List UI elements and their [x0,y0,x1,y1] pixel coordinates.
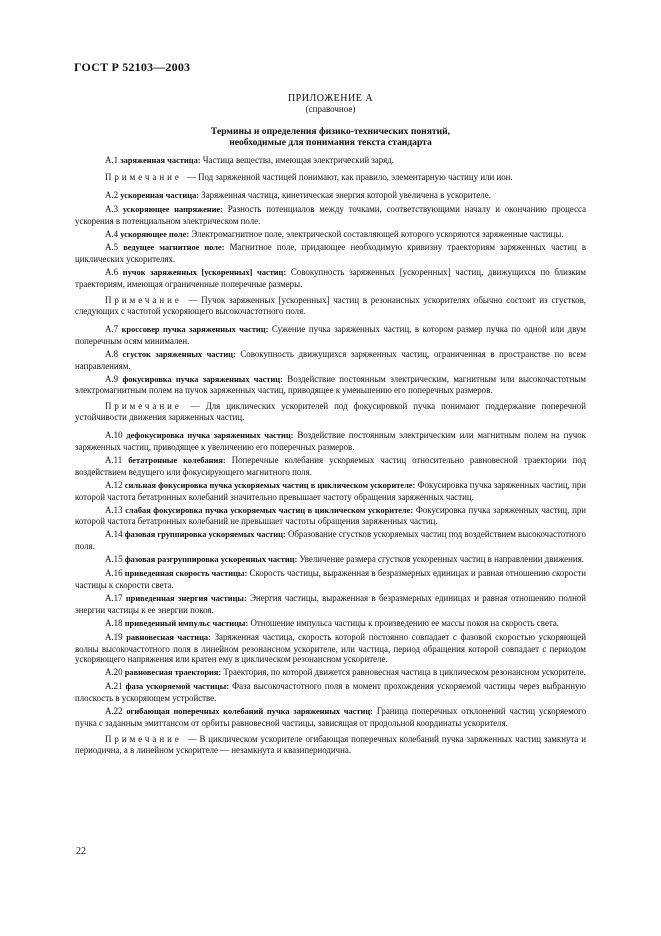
definition-paragraph [75,568,586,591]
definition-text: Частица вещества, имеющая электрический заряд. [202,155,394,165]
note-label: Примечание [105,295,189,306]
definition-text: Заряженная частица, скорость которой постоянно совпадает с фазовой скоростью ускоряющей волны высокочастотного поля в линейном резонансном ускорителе, или частица, период обращения которой совпадает с периодом ускоряющего напряжения или кратен ему в циклическом резонансном ускорителе. [75,631,586,665]
definition-paragraph [75,554,586,566]
definition-term: сильная фокусировка пучка ускоряемых частиц в циклическом ускорителе: [124,480,416,490]
note-text: — Под заряженной частицей понимают, как правило, элементарную частицу или ион. [187,171,513,182]
definition-text: Увеличение размера сгустков ускоренных частиц в направлении движения. [299,554,584,565]
definition-number: А.3 [105,203,119,214]
definition-number: А.6 [105,267,119,278]
note-label: Примечание [105,171,187,182]
definition-paragraph [75,632,586,666]
definition-paragraph [75,229,586,241]
appendix-heading-line-1: Термины и определения физико-технических понятий, [210,126,451,137]
definition-paragraph [75,242,586,265]
definition-text: Граница поперечных отклонений частиц ускоряемого пучка с заданным эмиттансом от орбиты равновесной частицы, зависящая от продольной координаты ускорителя. [75,706,587,728]
definition-text: Магнитное поле, придающее необходимую кривизну траекториям заряженных частиц в циклических ускорителях. [75,242,587,265]
definition-term: равновесная частица: [126,632,211,642]
definition-number: А.18 [105,617,123,628]
definition-paragraph [75,190,586,202]
definition-text: Фокусировка пучка заряженных частиц, при которой частота бетатронных колебаний не превышает частоты обращения заряженных частиц. [75,504,587,527]
definition-paragraph [75,324,586,347]
note-text: — Пучок заряженных [ускоренных] частиц в резонансных ускорителях обычно состоит из сгустков, следующих с частотой ускоряющего высокочастотного поля. [75,295,586,316]
definition-number: А.7 [105,323,119,334]
definition-paragraph [75,480,586,503]
definition-term: равновесная траектория: [124,668,222,678]
definition-number: А.22 [105,706,123,717]
definition-paragraph [75,618,586,630]
definition-paragraph [75,667,586,679]
definition-term: приведенная скорость частицы: [124,569,248,579]
definition-text: Заряженная частица, кинетическая энергия которой увеличена в ускорителе. [201,189,491,200]
document-code: ГОСТ Р 52103—2003 [74,60,191,74]
definition-term: сгусток заряженных частиц: [122,349,236,359]
note-label: Примечание [105,401,191,412]
definition-number: А.20 [105,667,123,678]
definition-text: Образование сгустков ускоряемых частиц под воздействием высокочастотного поля. [75,529,586,552]
definition-text: Энергия частицы, выраженная в безразмерных единицах и равная отношению полной энергии частицы к ее энергии покоя. [75,592,587,615]
definition-paragraph [75,374,586,397]
definition-term: бетатронные колебания: [128,455,226,465]
definition-number: А.10 [105,430,123,441]
page-number: 22 [76,846,86,857]
definition-paragraph [75,430,586,453]
definition-term: огибающая поперечных колебаний пучка заряженных частиц: [126,707,373,717]
definition-term: ускоренная частица: [120,190,200,200]
definition-text: Совокупность заряженных [ускоренных] частиц, движущихся по близким траекториям, имеющая ограниченные поперечные размеры. [75,267,587,290]
definition-term: приведенный импульс частицы: [124,618,249,628]
definition-text: Фаза высокочастотного поля в момент прохождения ускоряемой частицы через выбранную плоскость в ускоряющем устройстве. [75,681,587,704]
definition-paragraph [75,267,586,290]
definition-term: заряженная частица: [120,156,201,165]
appendix-title: ПРИЛОЖЕНИЕ А [287,93,374,104]
definition-text: Поперечные колебания ускоряемых частиц относительно равновесной траектории под воздействием ведущего или фокусирующего магнитного поля. [75,454,587,477]
definition-text: Сужение пучка заряженных частиц, в котором размер пучка по одной или двум поперечным осям минимален. [75,323,587,346]
definition-text: Воздействие постоянным электрическим или магнитным полем на пучок заряженных частиц, приводящее к увеличению его поперечных размеров. [75,430,586,453]
definition-text: Отношение импульса частицы к произведению ее массы покоя на скорость света. [250,617,560,628]
definitions-body [75,155,586,763]
definition-paragraph [75,349,586,372]
note-text: — В циклическом ускорителе огибающая поперечных колебаний пучка заряженных частиц замкнута и периодична, а в линейном ускорителе — незамкнута и квазипериодична. [75,733,586,755]
definition-term: фокусировка пучка заряженных частиц: [122,374,283,384]
definition-term: ускоряющее напряжение: [122,204,223,214]
definition-term: пучок заряженных [ускоренных] частиц: [122,268,287,278]
appendix-heading-line-2: необходимые для понимания текста стандарта [229,137,432,148]
definition-paragraph [75,155,586,167]
definition-number: А.8 [105,348,119,359]
note-paragraph [75,172,586,183]
appendix-subtitle: (справочное) [305,104,356,114]
note-text: — Для циклических ускорителей под фокусировкой пучка понимают поддержание поперечной устойчивости движения заряженных частиц. [75,401,586,423]
definition-paragraph [75,204,586,227]
definition-text: Разность потенциалов между точками, соответствующими началу и окончанию процесса ускорения в потенциальном электрическом поле. [75,203,587,226]
definition-text: Фокусировка пучка заряженных частиц, при которой частота бетатронных колебаний значительно превышает частоту обращения заряженных частиц. [75,479,587,502]
definition-paragraph [75,455,586,478]
definition-text: Совокупность движущихся заряженных частиц, ограниченная в пространстве по всем направлениям. [75,348,586,371]
definition-text: Траектория, по которой движется равновесная частица в циклическом резонансном ускорителе. [223,667,586,678]
note-paragraph [75,401,586,423]
note-paragraph [75,295,586,317]
definition-term: ведущее магнитное поле: [123,243,225,253]
definition-text: Скорость частицы, выраженная в безразмерных единицах и равная отношению скорости частицы к скорости света. [75,568,586,590]
definition-paragraph [75,681,586,704]
definition-term: приведенная энергия частицы: [125,593,247,603]
definition-number: А.14 [105,529,123,540]
definition-paragraph [75,505,586,528]
definition-number: А.2 [105,189,119,200]
definition-paragraph [75,593,586,616]
definition-number: А.9 [105,373,119,384]
note-label: Примечание [105,733,188,744]
definition-number: А.17 [105,592,123,603]
definition-text: Воздействие постоянным электрическим, магнитным или высокочастотным электромагнитным полем на пучок заряженных частиц, приводящее к уменьшению его поперечных размеров. [75,373,587,396]
definition-number: А.21 [105,681,123,692]
definition-number: А.13 [105,504,123,515]
definition-number: А.12 [105,479,123,490]
appendix-heading [75,126,586,148]
definition-number: А.5 [105,242,119,253]
definition-term: слабая фокусировка пучка ускоряемых частиц в циклическом ускорителе: [125,505,414,515]
definition-term: фаза ускоряемой частицы: [125,682,229,692]
definition-text: Электромагнитное поле, электрической составляющей которого ускоряются заряженные частицы. [191,228,564,239]
definition-number: А.19 [105,631,123,642]
definition-term: фазовая группировка ускоряемых частиц: [124,530,286,540]
definition-number: А.16 [105,568,123,579]
definition-paragraph [75,529,586,552]
definition-term: фазовая разгруппировка ускоренных частиц: [124,555,298,565]
definition-number: А.4 [105,228,119,239]
definition-term: ускоряющее поле: [120,229,190,239]
definition-number: А.15 [105,554,123,565]
note-paragraph [75,734,586,756]
definition-term: дефокусировка пучка заряженных частиц: [126,431,294,441]
definition-paragraph [75,706,586,729]
definition-number: А.1 [105,155,119,165]
definition-number: А.11 [105,454,123,465]
definition-term: кроссовер пучка заряженных частиц: [121,324,269,334]
